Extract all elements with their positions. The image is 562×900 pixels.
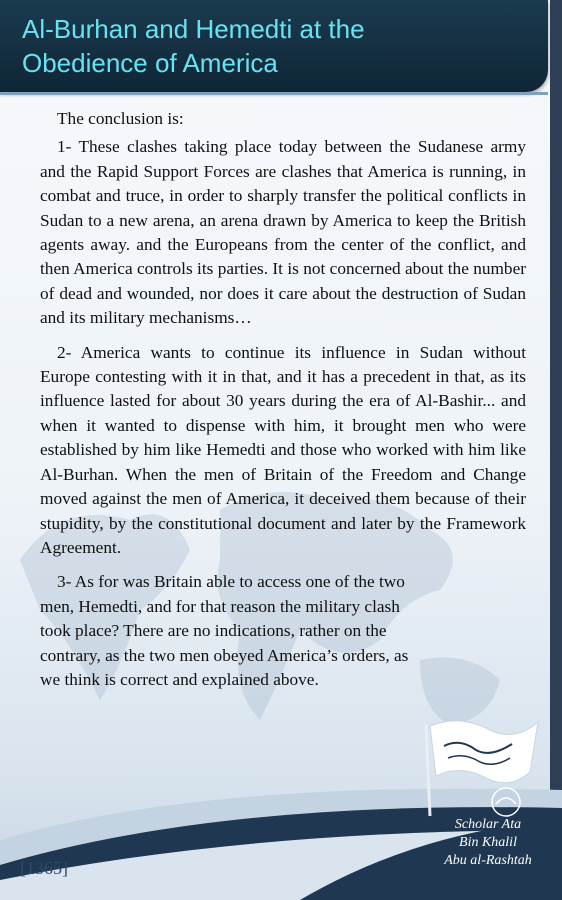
article-paragraph-1: 1- These clashes taking place today between the Sudanese army and the Rapid Support Forces are clashes that America is running, in combat and truce, in order to sharply transfer the political conflicts in Sudan to a new arena, an arena drawn by America to keep the British agents away. and the Europeans from the center of the conflict, and then America controls its parties. It is not concerned about the number of dead and wounded, nor does it care about the destruction of Sudan and its military mechanisms…	[40, 137, 526, 328]
article-paragraph-2: 2- America wants to continue its influence in Sudan without Europe contesting with it in that, and it has a precedent in that, as its influence lasted for about 30 years during the era of Al-Bashir... and when it wanted to dispense with him, it brought men who were established by him like Hemedti and those who worked with him like Al-Burhan. When the men of Britain of the Freedom and Change moved against the men of America, it deceived them because of their stupidity, by the constitutional document and later by the Framework Agreement.	[40, 342, 526, 557]
author-line-2: Bin Khalil	[459, 835, 517, 850]
author-signature	[428, 816, 548, 870]
right-edge-bar	[550, 0, 562, 900]
article-body	[40, 107, 526, 702]
header-banner	[0, 0, 548, 92]
author-line-1: Scholar Ata	[454, 817, 522, 832]
author-line-3: Abu al-Rashtah	[444, 853, 532, 868]
page-title	[22, 12, 522, 80]
title-line-2: Obedience of America	[22, 48, 278, 78]
article-paragraph-3: 3- As for was Britain able to access one of the two men, Hemedti, and for that reason the military clash took place? There are no indications, rather on the contrary, as the two men obeyed America’s orders, as we think is correct and explained above.	[40, 572, 409, 689]
article-intro: The conclusion is:	[57, 109, 184, 128]
title-line-1: Al-Burhan and Hemedti at the	[22, 14, 365, 44]
header-accent-line	[0, 92, 548, 95]
flag-emblem-icon	[420, 712, 544, 822]
page-number: [1365]	[20, 858, 68, 878]
